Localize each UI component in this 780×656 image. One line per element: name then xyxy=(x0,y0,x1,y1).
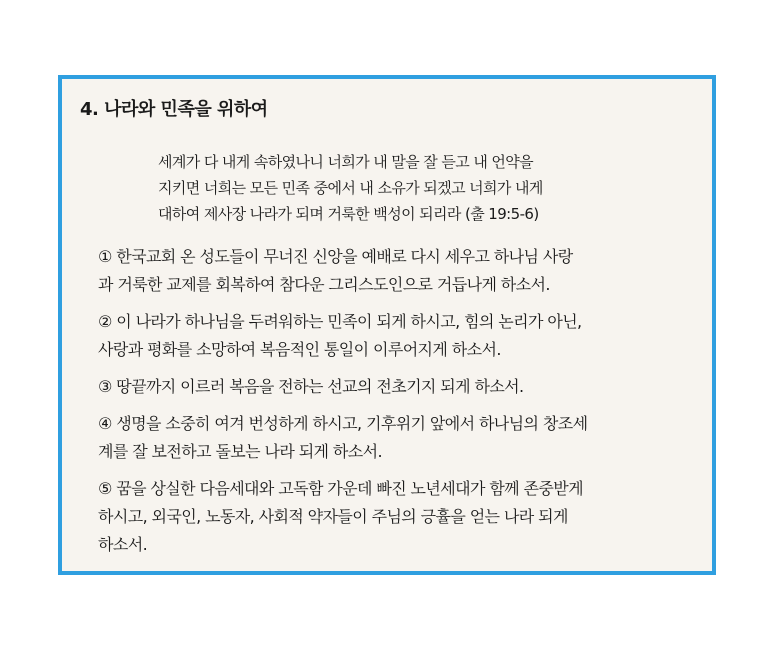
prayer-line: ③ 땅끝까지 이르러 복음을 전하는 선교의 전초기지 되게 하소서. xyxy=(98,377,524,396)
prayer-line: 과 거룩한 교제를 회복하여 참다운 그리스도인으로 거듭나게 하소서. xyxy=(98,275,550,294)
prayer-item-2 xyxy=(98,308,708,364)
prayer-line: 계를 잘 보전하고 돌보는 나라 되게 하소서. xyxy=(98,442,382,461)
verse-line: 대하여 제사장 나라가 되며 거룩한 백성이 되리라 (출 19:5-6) xyxy=(158,205,539,223)
prayer-card xyxy=(58,75,716,575)
section-title: 4. 나라와 민족을 위하여 xyxy=(80,99,268,120)
prayer-item-1 xyxy=(98,243,708,299)
prayer-line: ⑤ 꿈을 상실한 다음세대와 고독함 가운데 빠진 노년세대가 함께 존중받게 xyxy=(98,479,583,498)
prayer-item-5 xyxy=(98,475,708,559)
prayer-line: ① 한국교회 온 성도들이 무너진 신앙을 예배로 다시 세우고 하나님 사랑 xyxy=(98,247,573,266)
prayer-list xyxy=(98,243,708,568)
prayer-line: ④ 생명을 소중히 여겨 번성하게 하시고, 기후위기 앞에서 하나님의 창조세 xyxy=(98,414,588,433)
prayer-item-3 xyxy=(98,373,708,401)
verse-line: 지키면 너희는 모든 민족 중에서 내 소유가 되겠고 너희가 내게 xyxy=(158,179,543,197)
verse-line: 세계가 다 내게 속하였나니 너희가 내 말을 잘 듣고 내 언약을 xyxy=(158,153,534,171)
prayer-line: 사랑과 평화를 소망하여 복음적인 통일이 이루어지게 하소서. xyxy=(98,340,501,359)
scripture-verse xyxy=(158,149,638,227)
prayer-line: 하소서. xyxy=(98,535,148,554)
prayer-line: ② 이 나라가 하나님을 두려워하는 민족이 되게 하시고, 힘의 논리가 아닌, xyxy=(98,312,582,331)
prayer-line: 하시고, 외국인, 노동자, 사회적 약자들이 주님의 긍휼을 얻는 나라 되게 xyxy=(98,507,568,526)
prayer-item-4 xyxy=(98,410,708,466)
